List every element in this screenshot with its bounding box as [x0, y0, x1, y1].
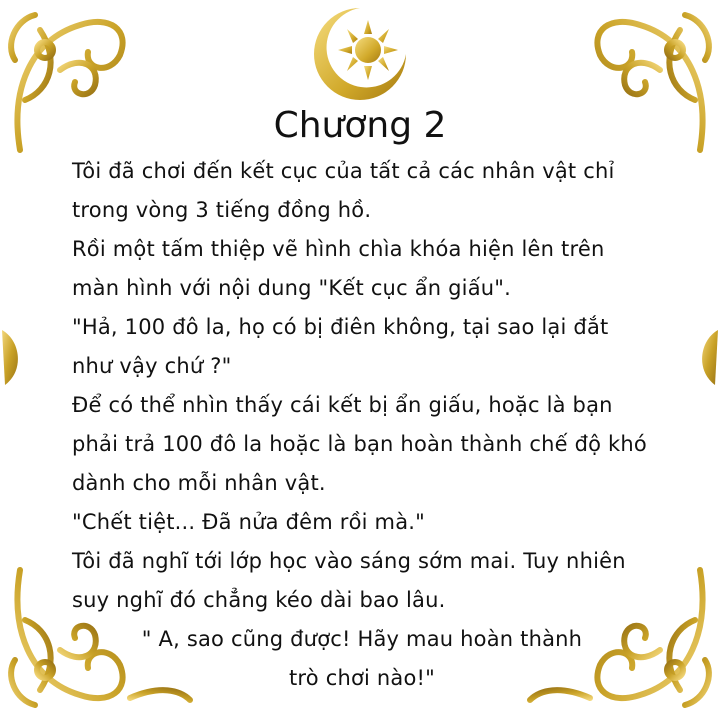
text-line: Để có thể nhìn thấy cái kết bị ẩn giấu, hoặc là bạn — [72, 393, 613, 417]
text-line: Rồi một tấm thiệp vẽ hình chìa khóa hiện lên trên — [72, 237, 605, 261]
text-line: suy nghĩ đó chẳng kéo dài bao lâu. — [72, 588, 446, 612]
text-line: Tôi đã nghĩ tới lớp học vào sáng sớm mai. Tuy nhiên — [72, 549, 626, 573]
text-line: trong vòng 3 tiếng đồng hồ. — [72, 198, 372, 222]
chapter-title: Chương 2 — [273, 105, 447, 146]
text-line: "Hả, 100 đô la, họ có bị điên không, tại sao lại đắt — [72, 315, 609, 339]
text-line: như vậy chứ ?" — [72, 354, 232, 378]
text-line: phải trả 100 đô la hoặc là bạn hoàn thành chế độ khó — [72, 432, 647, 456]
chapter-body — [72, 152, 692, 698]
text-line-centered: trò chơi nào!" — [288, 666, 436, 690]
sun-moon-emblem-icon — [310, 4, 410, 104]
text-line: "Chết tiệt... Đã nửa đêm rồi mà." — [72, 510, 425, 534]
text-line: Tôi đã chơi đến kết cục của tất cả các nhân vật chỉ — [72, 159, 615, 183]
text-line: màn hình với nội dung "Kết cục ẩn giấu". — [72, 276, 512, 300]
text-line-centered: " A, sao cũng được! Hãy mau hoàn thành — [141, 627, 583, 651]
text-line: dành cho mỗi nhân vật. — [72, 471, 326, 495]
